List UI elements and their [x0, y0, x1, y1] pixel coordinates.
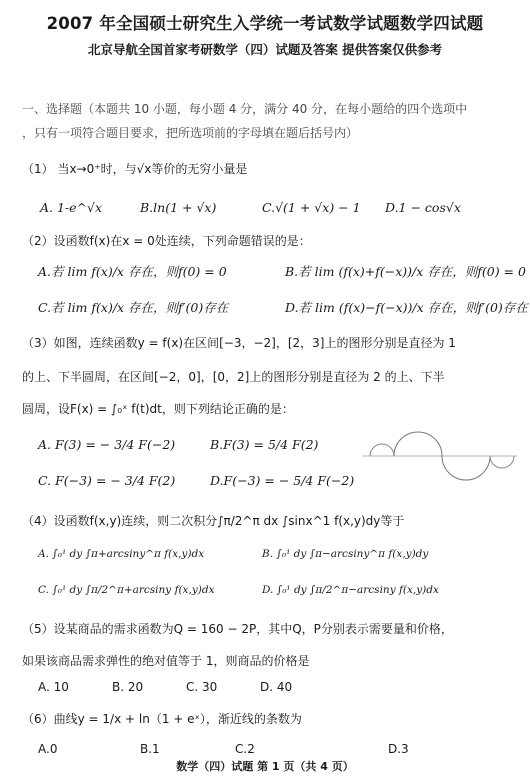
q3-option-b: B.F(3) = 5/4 F(2)	[210, 437, 319, 452]
q4-stem: （4）设函数f(x,y)连续，则二次积分∫π/2^π dx ∫sinx^1 f(x,y)dy等于	[22, 514, 405, 528]
q3-option-d: D.F(−3) = − 5/4 F(−2)	[210, 473, 355, 488]
q6-option-c: C.2	[235, 742, 255, 756]
q2-option-d: D.若 lim (f(x)−f(−x))/x 存在，则f′(0)存在	[285, 300, 528, 315]
q2-option-c: C.若 lim f(x)/x 存在，则f′(0)存在	[38, 300, 229, 315]
q1-stem: （1） 当x→0⁺时，与√x等价的无穷小量是	[22, 162, 248, 176]
q5-option-a: A. 10	[38, 680, 69, 694]
q6-stem: （6）曲线y = 1/x + ln（1 + eˣ），渐近线的条数为	[22, 712, 302, 726]
q3-figure	[362, 428, 522, 488]
q3-option-a: A. F(3) = − 3/4 F(−2)	[38, 437, 176, 452]
page-footer: 数学（四）试题 第 1 页（共 4 页）	[176, 760, 354, 773]
q3-option-c: C. F(−3) = − 3/4 F(2)	[38, 473, 176, 488]
q1-option-a: A. 1-e^√x	[40, 200, 103, 215]
q4-option-a: A. ∫₀¹ dy ∫π+arcsiny^π f(x,y)dx	[38, 548, 205, 560]
q3-line3: 圆周，设F(x) = ∫₀ˣ f(t)dt，则下列结论正确的是：	[22, 402, 294, 416]
page-subtitle: 北京导航全国首家考研数学（四）试题及答案 提供答案仅供参考	[87, 42, 443, 57]
q4-option-d: D. ∫₀¹ dy ∫π/2^π−arcsiny f(x,y)dx	[262, 584, 439, 596]
page-title: 2007 年全国硕士研究生入学统一考试数学试题数学四试题	[46, 14, 484, 33]
q5-option-c: C. 30	[186, 680, 218, 694]
q1-option-d: D.1 − cos√x	[385, 200, 461, 215]
q1-option-b: B.ln(1 + √x)	[140, 200, 217, 215]
q3-line1: （3）如图，连续函数y = f(x)在区间[−3，−2]，[2，3]上的图形分别是直径为 1	[22, 336, 456, 350]
section-intro-line2: ，只有一项符合题目要求，把所选项前的字母填在题后括号内）	[22, 126, 359, 140]
q4-option-b: B. ∫₀¹ dy ∫π−arcsiny^π f(x,y)dy	[262, 548, 429, 560]
q6-option-d: D.3	[388, 742, 409, 756]
q1-option-c: C.√(1 + √x) − 1	[262, 200, 361, 215]
q2-option-a: A.若 lim f(x)/x 存在，则f(0) = 0	[38, 264, 227, 279]
q5-option-d: D. 40	[260, 680, 293, 694]
q6-option-a: A.0	[38, 742, 58, 756]
q5-line2: 如果该商品需求弹性的绝对值等于 1，则商品的价格是	[22, 654, 310, 668]
q3-line2: 的上、下半圆周，在区间[−2，0]，[0，2]上的图形分别是直径为 2 的上、下半	[22, 370, 445, 384]
q5-line1: （5）设某商品的需求函数为Q = 160 − 2P，其中Q，P分别表示需要量和价格，	[22, 622, 453, 636]
q2-stem: （2）设函数f(x)在x = 0处连续，下列命题错误的是：	[22, 234, 311, 248]
q4-option-c: C. ∫₀¹ dy ∫π/2^π+arcsiny f(x,y)dx	[38, 584, 215, 596]
q6-option-b: B.1	[140, 742, 160, 756]
q2-option-b: B.若 lim (f(x)+f(−x))/x 存在，则f(0) = 0	[285, 264, 526, 279]
section-intro-line1: 一、选择题（本题共 10 小题，每小题 4 分，满分 40 分，在每小题给的四个选项中	[22, 102, 468, 116]
q5-option-b: B. 20	[112, 680, 144, 694]
